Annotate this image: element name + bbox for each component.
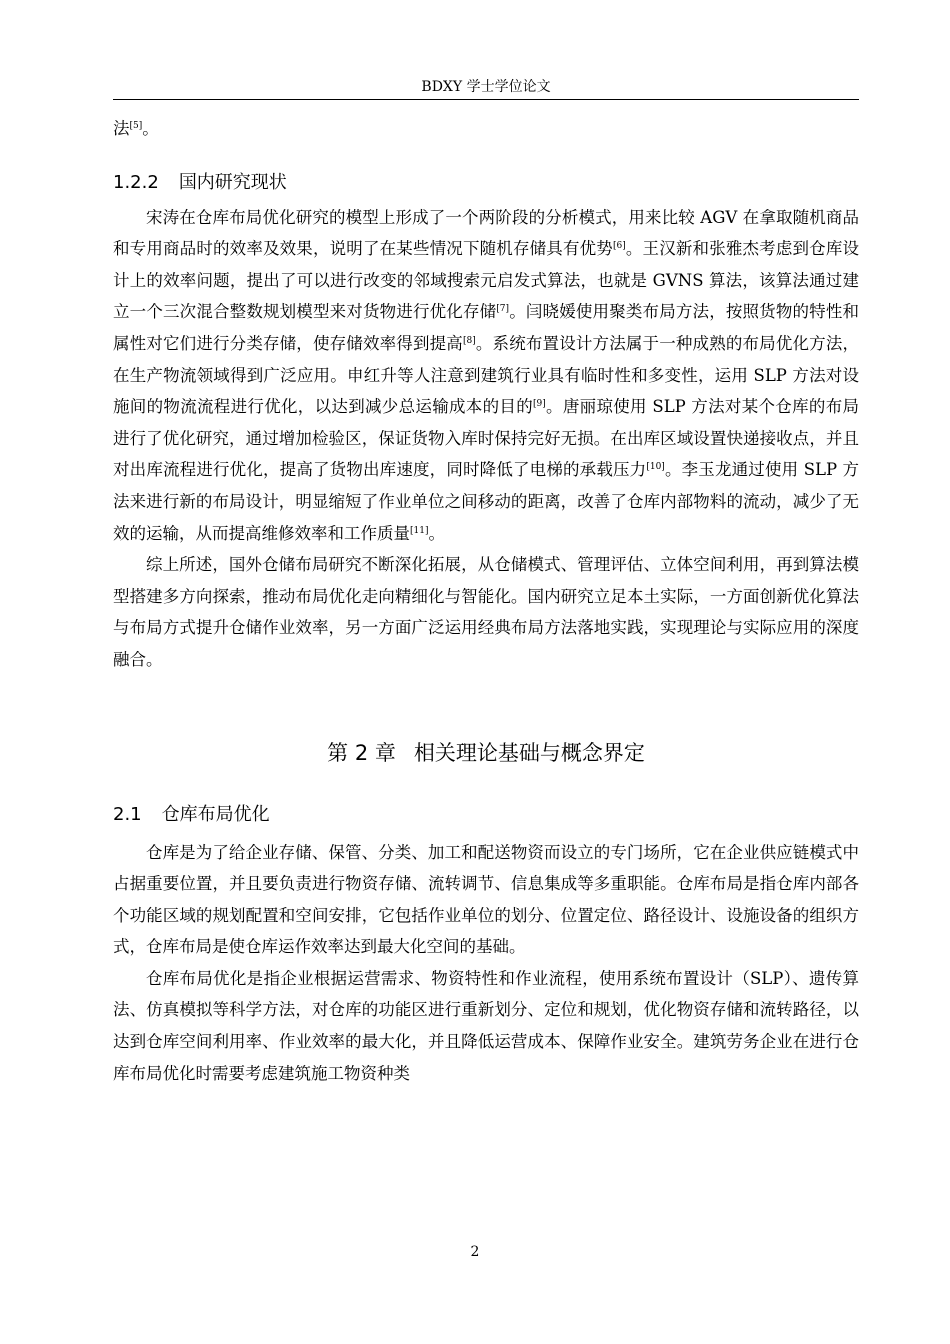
section-heading-1-2-2 xyxy=(113,170,859,196)
section-title: 仓库布局优化 xyxy=(161,803,270,825)
citation-ref: [11] xyxy=(410,525,429,536)
citation-ref: [7] xyxy=(496,304,510,315)
section-title: 国内研究现状 xyxy=(178,171,287,193)
page-number: 2 xyxy=(470,1244,480,1260)
citation-ref: [10] xyxy=(646,462,665,473)
section-number: 2.1 xyxy=(113,803,142,825)
header-rule xyxy=(113,99,859,100)
citation-ref: [5] xyxy=(129,121,143,131)
citation-ref: [6] xyxy=(612,241,626,252)
section-number: 1.2.2 xyxy=(113,171,159,193)
chapter-heading-2 xyxy=(113,738,859,768)
chapter-title: 相关理论基础与概念界定 xyxy=(413,740,645,765)
paragraph-layout-optimization: 仓库布局优化是指企业根据运营需求、物资特性和作业流程，使用系统布置设计（SLP）、遗传算法、仿真模拟等科学方法，对仓库的功能区进行重新划分、定位和规划，优化物资存储和流转路径，以达到仓库空间利用率、作业效率的最大化，并且降低运营成本、保障作业安全。建筑劳务企业在进行仓库布局优化时需要考虑建筑施工物资种类 xyxy=(113,968,859,1083)
paragraph-warehouse-definition: 仓库是为了给企业存储、保管、分类、加工和配送物资而设立的专门场所，它在企业供应链模式中占据重要位置，并且要负责进行物资存储、流转调节、信息集成等多重职能。仓库布局是指仓库内部各个功能区域的规划配置和空间安排，它包括作业单位的划分、位置定位、路径设计、设施设备的组织方式，仓库布局是使仓库运作效率达到最大化空间的基础。 xyxy=(113,842,859,957)
section-heading-2-1 xyxy=(113,802,859,828)
paragraph-continuation: 法[5]。 xyxy=(113,119,159,138)
paragraph-summary: 综上所述，国外仓储布局研究不断深化拓展，从仓储模式、管理评估、立体空间利用，再到算法模型搭建多方向探索，推动布局优化走向精细化与智能化。国内研究立足本土实际，一方面创新优化算法与布局方式提升仓储作业效率，另一方面广泛运用经典布局方法落地实践，实现理论与实际应用的深度融合。 xyxy=(113,555,859,669)
chapter-number: 第 2 章 xyxy=(327,740,396,765)
citation-ref: [8] xyxy=(462,335,476,346)
paragraph-domestic-research: 宋涛在仓库布局优化研究的模型上形成了一个两阶段的分析模式，用来比较 AGV 在拿取随机商品和专用商品时的效率及效果，说明了在某些情况下随机存储具有优势[6]。王汉新和张雅杰考虑到仓库设计上的效率问题，提出了可以进行改变的邻域搜索元启发式算法，也就是 GVNS 算法，该算法通过建立一个三次混合整数规划模型来对货物进行优化存储[7]。闫晓媛使用聚类布局方法，按照货物的特性和属性对它们进行分类存储，使存储效率得到提高[8]。系统布置设计方法属于一种成熟的布局优化方法，在生产物流领域得到广泛应用。申红升等人注意到建筑行业具有临时性和多变性，运用 SLP 方法对设施间的物流流程进行优化，以达到减少总运输成本的目的[9]。唐丽琼使用 SLP 方法对某个仓库的布局进行了优化研究，通过增加检验区，保证货物入库时保持完好无损。在出库区域设置快递接收点，并且对出库流程进行优化，提高了货物出库速度，同时降低了电梯的承载压力[10]。李玉龙通过使用 SLP 方法来进行新的布局设计，明显缩短了作业单位之间移动的距离，改善了仓库内部物料的流动，减少了无效的运输，从而提高维修效率和工作质量[11]。 xyxy=(113,207,860,543)
citation-ref: [9] xyxy=(533,399,546,410)
running-header: BDXY 学士学位论文 xyxy=(421,79,551,95)
page-content xyxy=(113,113,859,1089)
